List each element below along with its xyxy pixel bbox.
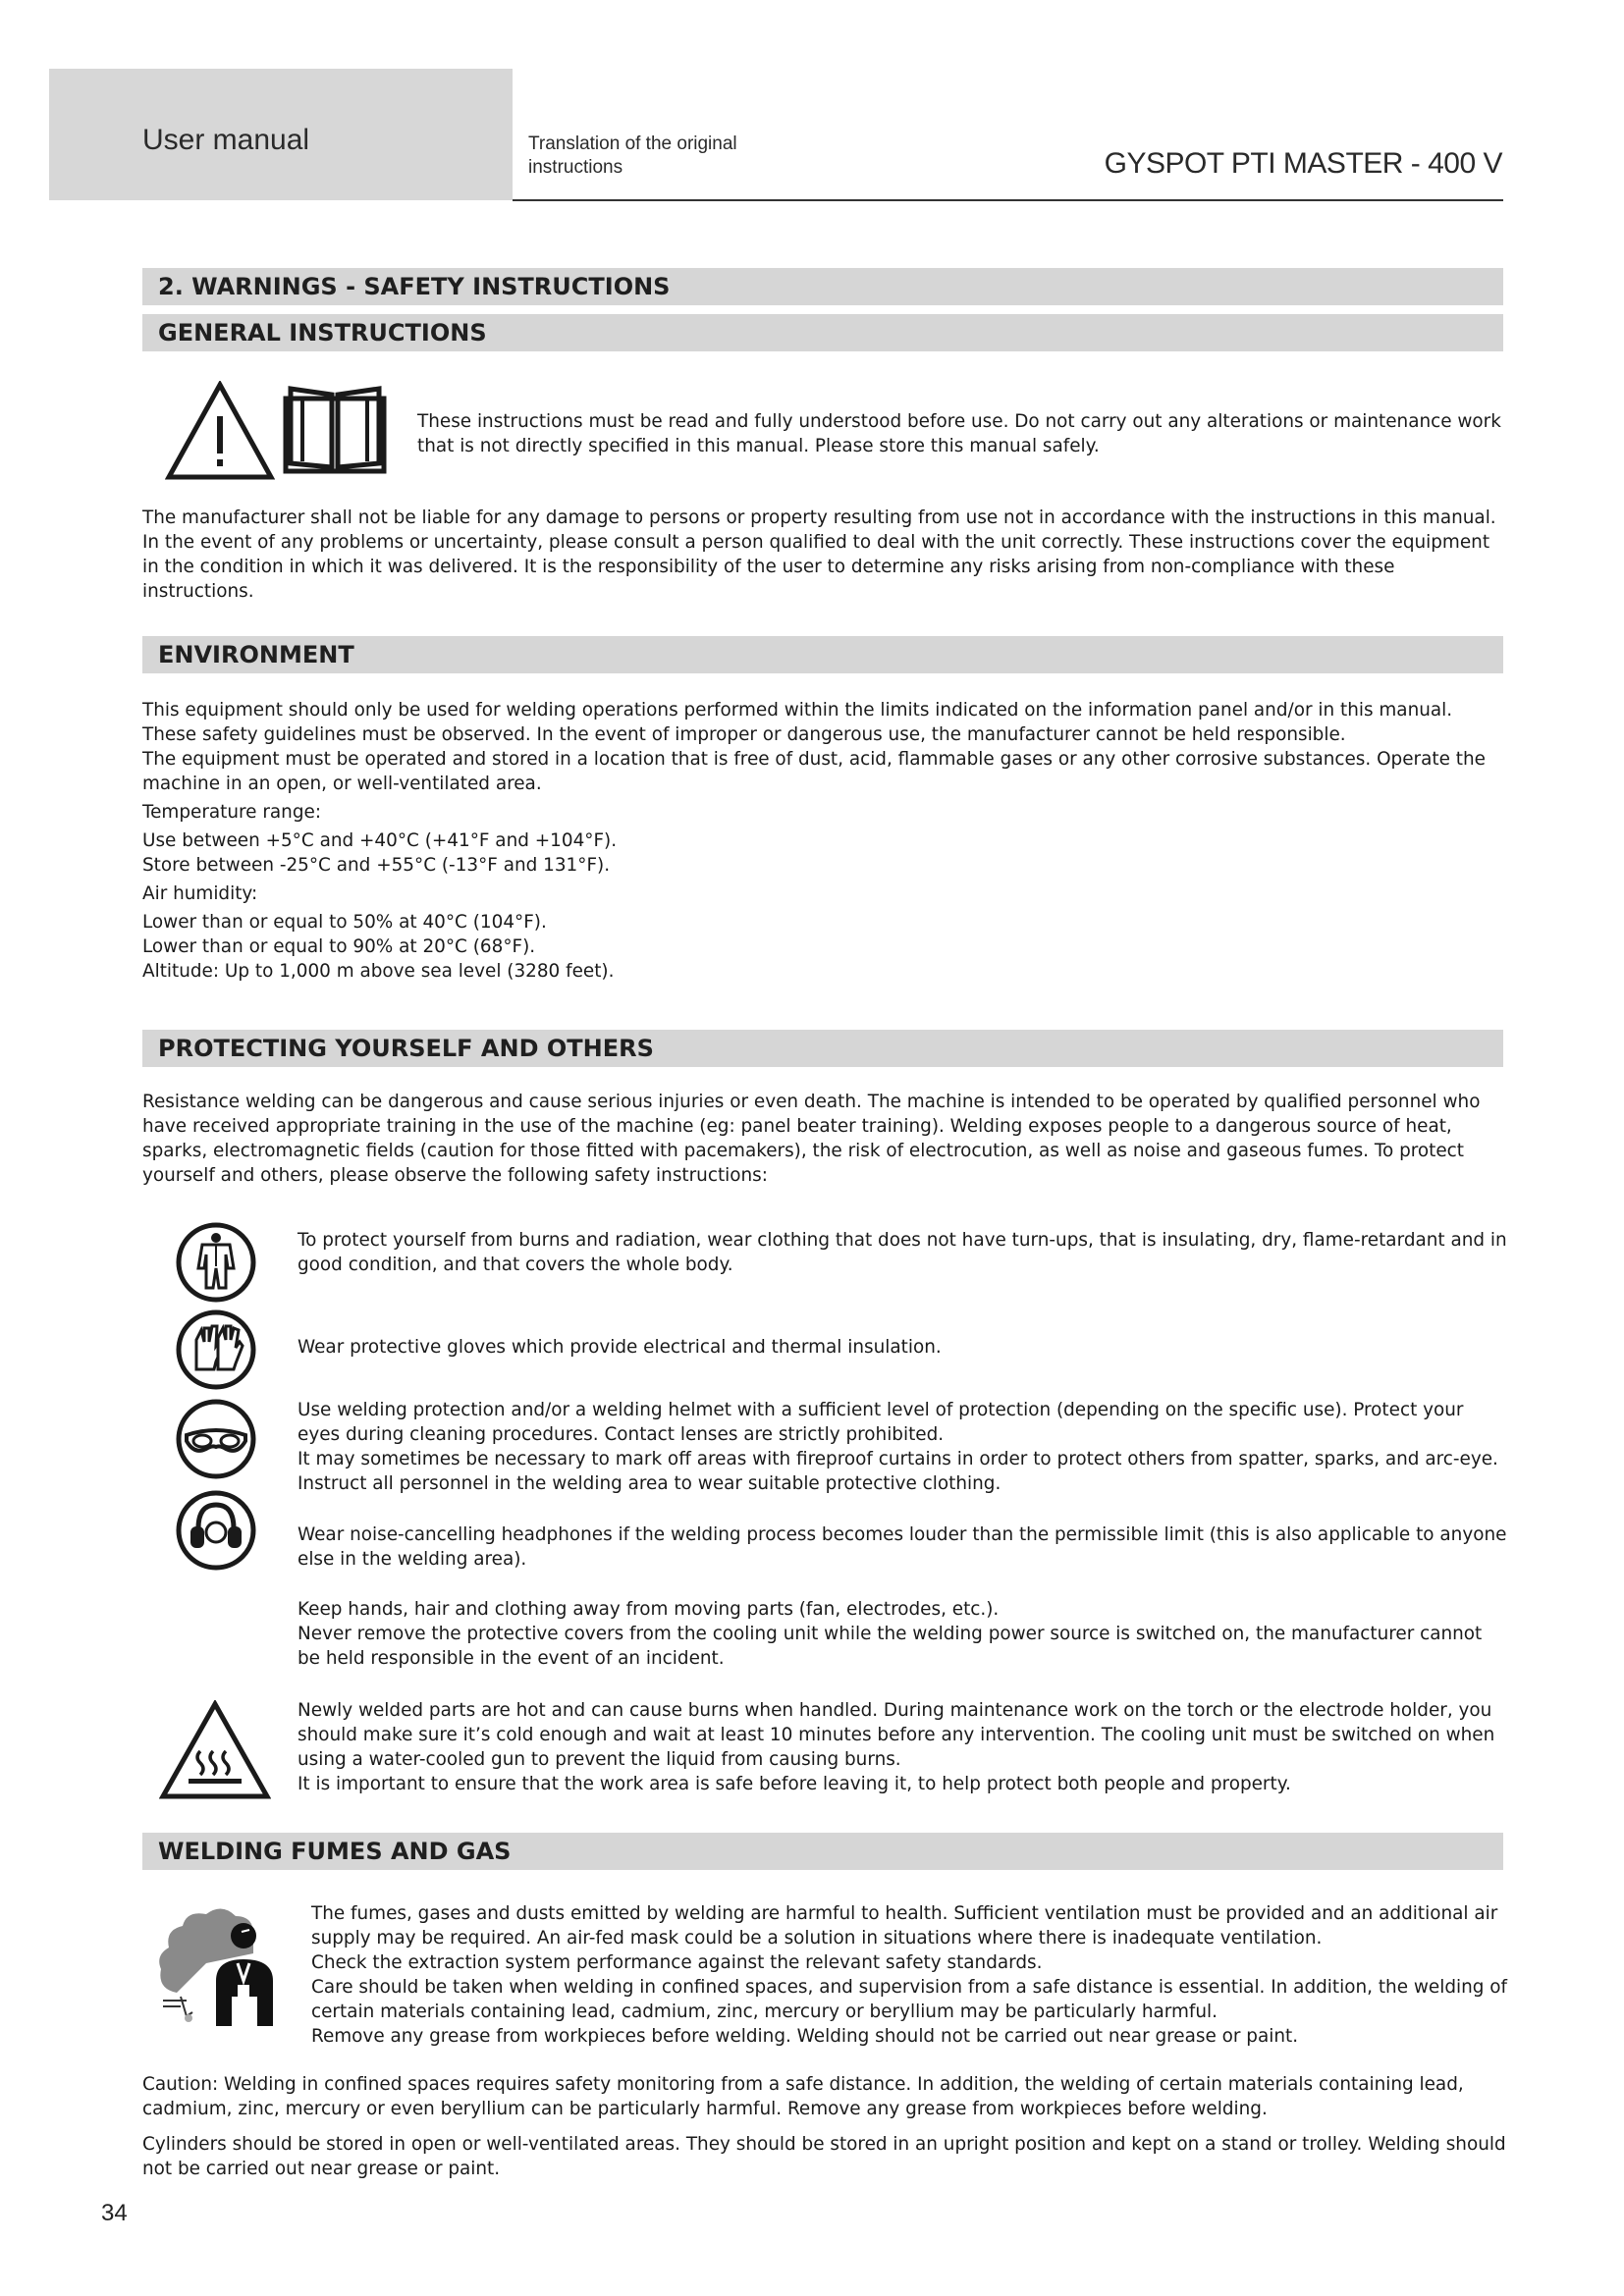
fumes-body — [311, 1901, 1507, 2049]
moving-parts-text — [298, 1597, 1507, 1671]
ppe-helmet-text — [298, 1398, 1507, 1496]
welding-fumes-icon — [147, 1895, 285, 2027]
safety-goggles-icon — [175, 1398, 257, 1480]
temperature-store: Store between -25°C and +55°C (-13°F and 131°F). — [142, 855, 611, 876]
moving-parts-paragraph: Never remove the protective covers from the cooling unit while the welding power source is switched on, the manufacturer cannot be held responsible in the event of an incident. — [298, 1624, 1483, 1669]
ppe-helmet-paragraph: Use welding protection and/or a welding helmet with a sufficient level of protection (depending on the specific use). Protect your eyes during cleaning procedures. Contact lenses are strictly prohibited. — [298, 1400, 1464, 1445]
environment-paragraph: The equipment must be operated and stored in a location that is free of dust, acid, flammable gases or any other corrosive substances. Operate the machine in an open, or well-ventilated area. — [142, 749, 1486, 794]
read-manual-book-icon — [283, 385, 387, 475]
header-doc-type: User manual — [142, 124, 310, 156]
header-product-name: GYSPOT PTI MASTER - 400 V — [1104, 147, 1502, 180]
cylinders-note: Cylinders should be stored in open or well-ventilated areas. They should be stored in an upright position and kept on a stand or trolley. Welding should not be carried out near grease or paint. — [142, 2134, 1506, 2179]
header-subtitle-line2: instructions — [528, 157, 623, 178]
temperature-label: Temperature range: — [142, 802, 322, 823]
protecting-intro: Resistance welding can be dangerous and cause serious injuries or even death. The machine is intended to be operated by qualified personnel who have received appropriate training in the use of the machine (eg: panel beater training). Welding exposes people to a dangerous source of heat, sparks, electromagnetic fields (caution for those fitted with pacemakers), the risk of electrocution, as well as noise and gaseous fumes. To protect yourself and others, please observe the following safety instructions: — [142, 1092, 1481, 1186]
fumes-paragraph: The fumes, gases and dusts emitted by welding are harmful to health. Sufficient ventilation must be provided and an additional air supply may be required. An air-fed mask could be a solution in situations where there is inadequate ventilation. — [311, 1903, 1498, 1949]
humidity-value: Lower than or equal to 50% at 40°C (104°F). — [142, 912, 547, 933]
ppe-clothing-text: To protect yourself from burns and radiation, wear clothing that does not have turn-ups, that is insulating, dry, flame-retardant and in good condition, and that covers the whole body. — [298, 1230, 1507, 1275]
humidity-value: Lower than or equal to 90% at 20°C (68°F). — [142, 936, 536, 957]
hot-parts-text — [298, 1698, 1507, 1796]
section-title-environment: ENVIRONMENT — [142, 636, 1503, 673]
header-divider — [513, 199, 1503, 201]
section-title-general: GENERAL INSTRUCTIONS — [142, 314, 1503, 351]
section-title-warnings: 2. WARNINGS - SAFETY INSTRUCTIONS — [142, 268, 1503, 305]
altitude-value: Altitude: Up to 1,000 m above sea level (3280 feet). — [142, 961, 615, 982]
header-subtitle — [528, 133, 737, 180]
protective-gloves-icon — [175, 1308, 257, 1391]
ear-protection-icon — [175, 1489, 257, 1572]
general-paragraph: The manufacturer shall not be liable for any damage to persons or property resulting from use not in accordance with the instructions in this manual. — [142, 507, 1496, 528]
page-number: 34 — [101, 2200, 128, 2226]
fumes-paragraph: Check the extraction system performance against the relevant safety standards. — [311, 1952, 1043, 1973]
warning-triangle-icon — [165, 381, 275, 483]
fumes-paragraph: Care should be taken when welding in confined spaces, and supervision from a safe distance is essential. In addition, the welding of certain materials containing lead, cadmium, zinc, mercury or beryllium may be particularly harmful. — [311, 1977, 1508, 2022]
general-icon-note — [417, 409, 1507, 458]
fumes-caution: Caution: Welding in confined spaces requires safety monitoring from a safe distance. In addition, the welding of certain materials containing lead, cadmium, zinc, mercury or even beryllium can be particularly harmful. Remove any grease from workpieces before welding. — [142, 2074, 1464, 2119]
ppe-helmet-paragraph: It may sometimes be necessary to mark off areas with fireproof curtains in order to protect others from spatter, sparks, and arc-eye. Instruct all personnel in the welding area to wear suitable protective clothing. — [298, 1449, 1498, 1494]
hot-parts-paragraph: Newly welded parts are hot and can cause burns when handled. During maintenance work on the torch or the electrode holder, you should make sure it’s cold enough and wait at least 10 minutes before any intervention. The cooling unit must be switched on when using a water-cooled gun to prevent the liquid from causing burns. — [298, 1700, 1495, 1770]
ppe-noise-text: Wear noise-cancelling headphones if the welding process becomes louder than the permissible limit (this is also applicable to anyone else in the welding area). — [298, 1524, 1507, 1570]
general-body — [142, 506, 1507, 604]
ppe-gloves-text: Wear protective gloves which provide electrical and thermal insulation. — [298, 1337, 942, 1358]
humidity-label: Air humidity: — [142, 883, 258, 904]
section-title-protecting: PROTECTING YOURSELF AND OTHERS — [142, 1030, 1503, 1067]
moving-parts-paragraph: Keep hands, hair and clothing away from moving parts (fan, electrodes, etc.). — [298, 1599, 1000, 1620]
protective-clothing-icon — [175, 1221, 257, 1304]
environment-paragraph: These safety guidelines must be observed. In the event of improper or dangerous use, the manufacturer cannot be held responsible. — [142, 724, 1346, 745]
general-icon-note-line2: that is not directly specified in this manual. Please store this manual safely. — [417, 436, 1100, 456]
header-subtitle-line1: Translation of the original — [528, 133, 737, 154]
temperature-use: Use between +5°C and +40°C (+41°F and +104°F). — [142, 830, 618, 851]
hot-parts-paragraph: It is important to ensure that the work area is safe before leaving it, to help protect both people and property. — [298, 1774, 1291, 1794]
environment-paragraph: This equipment should only be used for welding operations performed within the limits indicated on the information panel and/or in this manual. — [142, 700, 1453, 721]
hot-surface-warning-icon — [159, 1700, 271, 1802]
general-icon-note-line1: These instructions must be read and fully understood before use. Do not carry out any alterations or maintenance work — [417, 411, 1501, 432]
environment-body — [142, 698, 1507, 984]
general-paragraph: In the event of any problems or uncertainty, please consult a person qualified to deal with the unit correctly. These instructions cover the equipment in the condition in which it was delivered. It is the responsibility of the user to determine any risks arising from non-compliance with these instructions. — [142, 532, 1490, 602]
section-title-fumes: WELDING FUMES AND GAS — [142, 1833, 1503, 1870]
fumes-paragraph: Remove any grease from workpieces before welding. Welding should not be carried out near grease or paint. — [311, 2026, 1299, 2047]
